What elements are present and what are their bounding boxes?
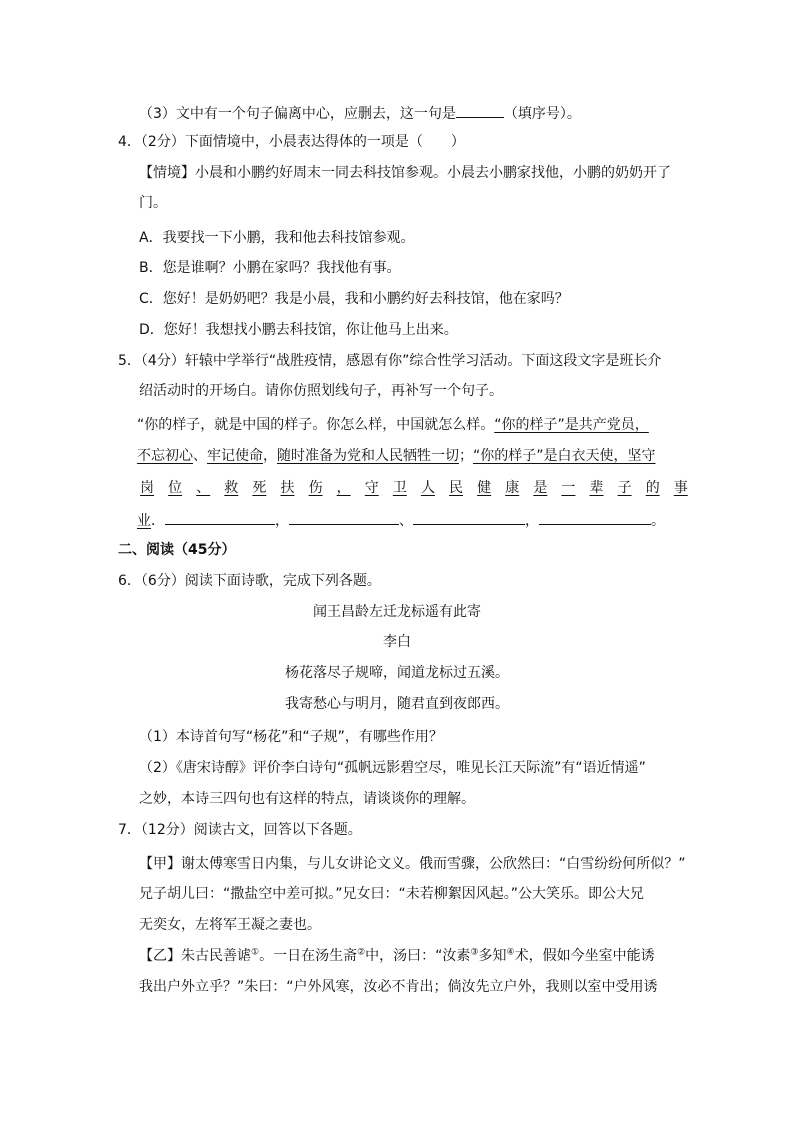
answer-blank-1[interactable] [165,509,275,525]
q4-option-c: C．您好！是奶奶吧？我是小晨，我和小鹏约好去科技馆，他在家吗？ [139,291,569,307]
poem-line-2: 我寄愁心与明月，随君直到夜郎西。 [285,696,509,712]
passage-jia-line1: 【甲】谢太傅寒雪日内集，与儿女讲论文义。俄而雪骤，公欣然曰：“白雪纷纷何所似？” [139,856,686,872]
q4-option-a: A．我要找一下小鹏，我和他去科技馆参观。 [139,230,415,246]
passage-jia-line2: 兄子胡儿曰：“撒盐空中差可拟。”兄女曰：“未若柳絮因风起。”公大笑乐。即公大兄 [139,886,645,902]
answer-blank[interactable] [456,102,504,118]
answer-blank-3[interactable] [413,509,525,525]
q6-sub2-cont: 之妙，本诗三四句也有这样的特点，请谈谈你的理解。 [139,791,475,807]
q4-option-b: B．您是谁啊？小鹏在家吗？我找他有事。 [139,260,401,276]
q4-context: 【情境】小晨和小鹏约好周末一同去科技馆参观。小晨去小鹏家找他，小鹏的奶奶开了 [139,165,671,181]
passage-yi-line2: 我出户外立乎？”朱曰：“户外风寒，汝必不肯出；倘汝先立户外，我则以室中受用诱 [139,979,658,995]
poem-author: 李白 [383,634,411,650]
footnote-marker-4: ④ [506,947,515,958]
poem-title: 闻王昌龄左迁龙标遥有此寄 [313,604,481,620]
footnote-marker-1: ① [251,947,260,958]
q6-sub1: （1）本诗首句写“杨花”和“子规”，有哪些作用？ [139,729,443,745]
q4-stem: 4．（2分）下面情境中，小晨表达得体的一项是（ ） [118,134,465,150]
passage-yi-line1: 【乙】朱古民善谑①。一日在汤生斋②中，汤曰：“汝素③多知④术，假如今坐室中能诱 [139,947,655,964]
underlined-sentence: “你的样子”是共产党员， [494,417,649,433]
poem-line-1: 杨花落尽子规啼，闻道龙标过五溪。 [285,665,509,681]
q5-passage-line3: 岗 位 、 救 死 扶 伤 ， 守 卫 人 民 健 康 是 一 辈 子 的 事 [140,480,688,496]
q4-option-d: D．您好！我想找小鹏去科技馆，你让他马上出来。 [139,322,458,338]
passage-jia-line3: 无奕女，左将军王凝之妻也。 [139,917,321,933]
q7-stem: 7．（12分）阅读古文，回答以下各题。 [118,822,362,838]
q5-passage-line2: 不忘初心、牢记使命，随时准备为党和人民牺牲一切；“你的样子”是白衣天使，坚守 [137,448,656,464]
q5-passage-line1: “你的样子，就是中国的样子。你怎么样，中国就怎么样。“你的样子”是共产党员， [137,417,649,433]
q3-sub3: （3）文中有一个句子偏离中心，应删去，这一句是 （填序号）。 [139,102,581,124]
q6-sub2: （2）《唐宋诗醇》评价李白诗句“孤帆远影碧空尽，唯见长江天际流”有“语近情遥” [139,760,646,776]
answer-blank-2[interactable] [289,509,399,525]
footnote-marker-3: ③ [470,947,479,958]
q5-stem-cont: 绍活动时的开场白。请你仿照划线句子，再补写一个句子。 [139,383,503,399]
section-heading-reading: 二、阅读（45分） [118,542,236,558]
footnote-marker-2: ② [357,947,366,958]
q5-stem: 5．（4分）轩辕中学举行“战胜疫情，感恩有你”综合性学习活动。下面这段文字是班长介 [118,353,662,369]
q4-context-cont: 门。 [139,195,167,211]
q6-stem: 6．（6分）阅读下面诗歌，完成下列各题。 [118,573,381,589]
answer-blank-4[interactable] [539,509,651,525]
q5-answer-line: 业． ， 、 ， 。 [137,509,665,531]
